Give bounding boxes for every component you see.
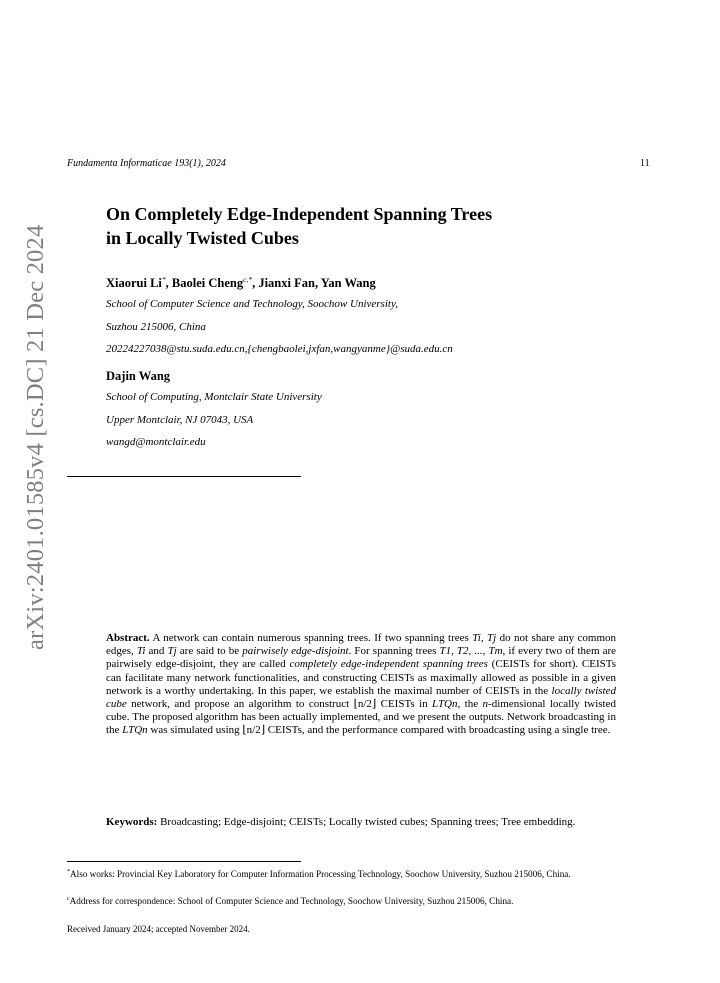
abstract-text: , the — [457, 698, 483, 711]
author-mark: * — [161, 275, 166, 284]
author-name: Dajin Wang — [106, 369, 171, 383]
footnote — [67, 867, 657, 880]
author-name: Baolei Cheng — [171, 276, 244, 291]
author-list: Xiaorui Li*, Baolei Cheng$^{c,*}$, Jianxi Fan, Yan Wang — [106, 275, 376, 291]
math: ⌊n/2⌋ — [353, 698, 377, 711]
math: T1, T2, ..., Tm — [439, 645, 503, 658]
affiliation-address: Suzhou 215006, China — [106, 321, 206, 333]
footnote — [67, 894, 657, 907]
page-number: 11 — [640, 158, 650, 169]
abstract-text: do not share any common edges, — [106, 632, 616, 658]
abstract-text: (CEISTs for short). CEISTs can facilitate many network functionalities, and constructing CEISTs as maximally allowed as possible in a given network is a worthy undertaking. In this paper, we establish the maximal number of CEISTs in the — [106, 658, 616, 697]
footnote-mark: * — [67, 869, 70, 875]
abstract-text: A network can contain numerous spanning trees. If two spanning trees — [149, 632, 473, 644]
keywords — [106, 816, 616, 829]
math: Ti, Tj — [472, 632, 497, 644]
abstract-text: . For spanning trees — [348, 645, 440, 658]
header-divider — [67, 476, 301, 477]
abstract-text: , if every two of them are pairwisely edge-disjoint, they are called — [106, 645, 617, 671]
math: ⌊n/2⌋ — [242, 724, 266, 737]
emphasis: locally twisted cube — [106, 684, 616, 711]
abstract-text: -dimensional locally twisted cube. The proposed algorithm has been actually implemented, and we present the outputs. Network broadcasting in the — [106, 698, 616, 737]
abstract-text: CEISTs, and the performance compared with broadcasting using a single tree. — [265, 724, 611, 737]
footnote-mark: c — [67, 896, 70, 902]
title-line-2: in Locally Twisted Cubes — [106, 228, 299, 248]
journal-header: Fundamenta Informaticae 193(1), 2024 — [67, 158, 226, 169]
keywords-text: Broadcasting; Edge-disjoint; CEISTs; Locally twisted cubes; Spanning trees; Tree embedding. — [157, 816, 576, 828]
abstract-text: and — [145, 645, 168, 658]
author-name: Xiaorui Li — [106, 276, 162, 291]
affiliation: School of Computing, Montclair State University — [106, 391, 322, 403]
abstract-text: CEISTs in — [376, 698, 433, 711]
paper-title — [106, 202, 626, 250]
author-names-rest: , Jianxi Fan, Yan Wang — [252, 276, 376, 291]
math: LTQn — [432, 698, 458, 711]
footnote-text: Address for correspondence: School of Computer Science and Technology, Soochow University, Suzhou 215006, China. — [69, 896, 514, 907]
author-email[interactable]: wangd@montclair.edu — [106, 436, 206, 448]
abstract — [106, 632, 616, 738]
abstract-text: was simulated using — [147, 724, 243, 737]
math: Ti — [136, 645, 146, 658]
arxiv-stamp: arXiv:2401.01585v4 [cs.DC] 21 Dec 2024 — [22, 224, 49, 650]
title-line-1: On Completely Edge-Independent Spanning Trees — [106, 204, 493, 224]
author-email[interactable]: 20224227038@stu.suda.edu.cn,{chengbaolei,jxfan,wangyanme}@suda.edu.cn — [106, 343, 453, 355]
footnote-text: Also works: Provincial Key Laboratory for Computer Information Processing Technology, Soochow University, Suzhou 215006, China. — [70, 869, 571, 880]
author-mark: c,* — [243, 275, 253, 284]
affiliation: School of Computer Science and Technology, Soochow University, — [106, 298, 398, 310]
footnote-divider — [67, 861, 301, 862]
math: LTQn — [122, 724, 148, 737]
received-dates: Received January 2024; accepted November 2024. — [67, 924, 250, 934]
keywords-label: Keywords: — [106, 816, 158, 828]
math: Tj — [167, 645, 177, 658]
abstract-text: network, and propose an algorithm to construct — [126, 698, 354, 711]
math: n — [482, 698, 489, 711]
affiliation-address: Upper Montclair, NJ 07043, USA — [106, 414, 254, 426]
emphasis: completely edge-independent spanning trees — [289, 658, 488, 671]
abstract-text: are said to be — [176, 645, 243, 658]
abstract-label: Abstract. — [106, 632, 150, 644]
emphasis: pairwisely edge-disjoint — [242, 645, 349, 658]
